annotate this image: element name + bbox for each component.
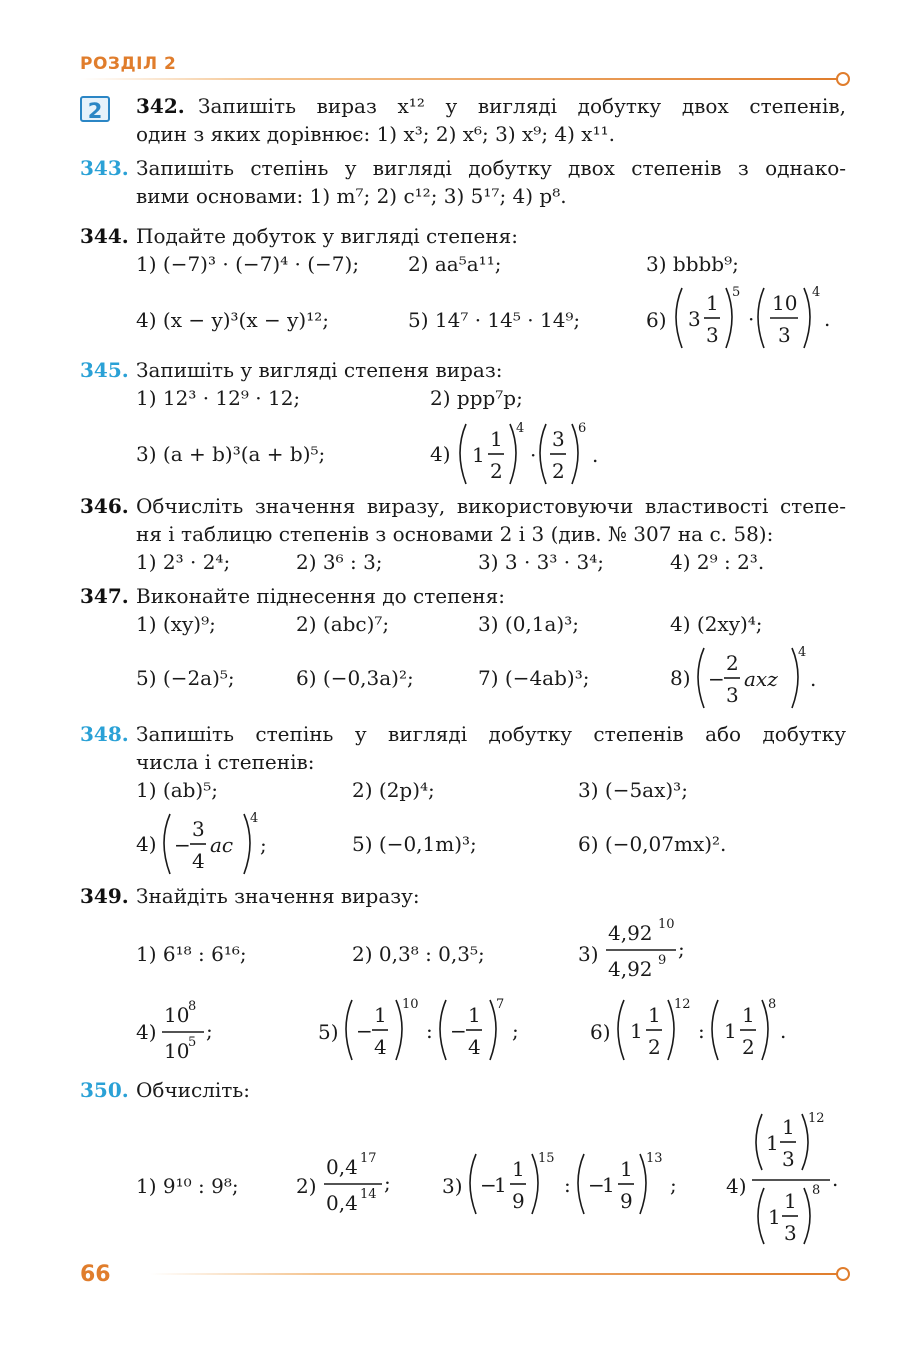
rule-end-circle xyxy=(836,72,850,86)
exercise-347-item-7: 7) (−4ab)³; xyxy=(478,666,590,690)
fraction-numerator: 1 xyxy=(468,1003,481,1027)
exercise-347-title: Виконайте піднесення до степеня: xyxy=(136,584,505,608)
fraction-numerator: 3 xyxy=(192,817,205,841)
exercise-345-item-4-formula xyxy=(456,420,616,490)
paren-left xyxy=(676,288,682,348)
exponent: 7 xyxy=(496,997,505,1012)
exercise-342-line2: один з яких дорівнює: 1) x³; 2) x⁶; 3) x⁹; 4) x¹¹. xyxy=(136,122,615,146)
colon: : xyxy=(564,1173,571,1197)
exercise-350-item-1: 1) 9¹⁰ : 9⁸; xyxy=(136,1174,239,1198)
fraction-denominator: 2 xyxy=(490,459,503,483)
exercise-344-item-2: 2) aa⁵a¹¹; xyxy=(408,252,502,276)
exponent: 4 xyxy=(250,811,259,826)
fraction-numerator: 1 xyxy=(742,1003,755,1027)
exercise-348-item-6: 6) (−0,07mx)². xyxy=(578,832,727,856)
exercise-number-346: 346. xyxy=(80,494,129,518)
exercise-349-item-5-formula xyxy=(342,996,542,1066)
paren-left xyxy=(578,1154,584,1214)
paren-right xyxy=(804,288,810,348)
minus-sign: − xyxy=(174,833,191,857)
paren-left xyxy=(712,1000,718,1060)
fraction-numerator: 1 xyxy=(784,1189,797,1213)
exercise-350-item-4-label: 4) xyxy=(726,1174,747,1198)
exponent: 12 xyxy=(808,1111,825,1126)
fraction-denominator: 4 xyxy=(192,849,205,873)
whole-part: 1 xyxy=(494,1173,507,1197)
exponent: 6 xyxy=(578,421,587,436)
paren-right xyxy=(804,1188,810,1244)
fraction-denominator: 9 xyxy=(512,1189,525,1213)
exercise-350-item-2-label: 2) xyxy=(296,1174,317,1198)
exercise-349-title: Знайдіть значення виразу: xyxy=(136,884,420,908)
numerator-base: 10 xyxy=(164,1003,190,1027)
whole-part: 1 xyxy=(768,1205,781,1229)
denominator-base: 10 xyxy=(164,1039,190,1063)
numerator-base: 4,92 xyxy=(608,921,653,945)
exercise-347-item-3: 3) (0,1a)³; xyxy=(478,612,579,636)
exercise-number-350: 350. xyxy=(80,1078,129,1102)
numerator-exponent: 10 xyxy=(658,917,675,932)
page-number: 66 xyxy=(80,1262,111,1287)
exercise-348-item-4-label: 4) xyxy=(136,832,157,856)
exercise-348-item-5: 5) (−0,1m)³; xyxy=(352,832,477,856)
paren-left xyxy=(756,1114,762,1170)
fraction-denominator: 3 xyxy=(778,323,791,347)
fraction-numerator: 1 xyxy=(620,1157,633,1181)
semicolon: ; xyxy=(384,1171,391,1195)
period: . xyxy=(810,667,817,691)
whole-part: 1 xyxy=(602,1173,615,1197)
exercise-350-item-4-formula xyxy=(750,1108,850,1258)
exercise-349-item-1: 1) 6¹⁸ : 6¹⁶; xyxy=(136,942,247,966)
exercise-350-title: Обчисліть: xyxy=(136,1078,250,1102)
exponent: 8 xyxy=(768,997,777,1012)
denominator-exponent: 9 xyxy=(658,953,667,968)
denominator-exponent: 5 xyxy=(188,1035,197,1050)
exercise-346-item-4: 4) 2⁹ : 2³. xyxy=(670,550,765,574)
colon: : xyxy=(698,1019,705,1043)
fraction-numerator: 1 xyxy=(782,1115,795,1139)
fraction-denominator: 4 xyxy=(374,1035,387,1059)
fraction-denominator: 3 xyxy=(706,323,719,347)
period: . xyxy=(824,307,831,331)
exercise-346-line2: ня і таблицю степенів з основами 2 і 3 (див. № 307 на с. 58): xyxy=(136,522,774,546)
fraction-numerator: 1 xyxy=(706,291,719,315)
exercise-347-item-8-label: 8) xyxy=(670,666,691,690)
exercise-344-title: Подайте добуток у вигляді степеня: xyxy=(136,224,518,248)
fraction-denominator: 2 xyxy=(648,1035,661,1059)
fraction-numerator: 2 xyxy=(726,651,739,675)
exponent: 4 xyxy=(798,645,807,660)
fraction-denominator: 2 xyxy=(552,459,565,483)
paren-left xyxy=(758,288,764,348)
exercise-number-349: 349. xyxy=(80,884,129,908)
exercise-344-item-4: 4) (x − y)³(x − y)¹²; xyxy=(136,308,329,332)
variables: ac xyxy=(210,833,234,857)
exercise-number-348: 348. xyxy=(80,722,129,746)
exercise-344-item-5: 5) 14⁷ · 14⁵ · 14⁹; xyxy=(408,308,581,332)
exercise-346-line1: Обчисліть значення виразу, використовуючи властивості степе- xyxy=(136,494,846,518)
exercise-number-347: 347. xyxy=(80,584,129,608)
denominator-base: 4,92 xyxy=(608,957,653,981)
exercise-348-item-3: 3) (−5ax)³; xyxy=(578,778,688,802)
exercise-346-item-1: 1) 2³ · 2⁴; xyxy=(136,550,231,574)
paren-left xyxy=(698,648,704,708)
minus-sign: − xyxy=(708,667,725,691)
period: . xyxy=(592,443,599,467)
footer-rule xyxy=(150,1273,838,1275)
colon: : xyxy=(426,1019,433,1043)
exercise-347-item-2: 2) (abc)⁷; xyxy=(296,612,390,636)
fraction-numerator: 1 xyxy=(648,1003,661,1027)
whole-part: 1 xyxy=(766,1131,779,1155)
paren-left xyxy=(164,814,170,874)
exercise-349-item-3-label: 3) xyxy=(578,942,599,966)
exponent: 13 xyxy=(646,1151,663,1166)
exercise-348-line1: Запишіть степінь у вигляді добутку степенів або добутку xyxy=(136,722,846,746)
whole-part: 3 xyxy=(688,307,701,331)
rule-end-circle xyxy=(836,1267,850,1281)
fraction-numerator: 10 xyxy=(772,291,798,315)
variables: axz xyxy=(744,667,778,691)
semicolon: ; xyxy=(206,1019,213,1043)
exercise-348-line2: числа і степенів: xyxy=(136,750,315,774)
exercise-345-item-1: 1) 12³ · 12⁹ · 12; xyxy=(136,386,301,410)
fraction-denominator: 2 xyxy=(742,1035,755,1059)
exercise-348-item-2: 2) (2p)⁴; xyxy=(352,778,435,802)
minus-sign: − xyxy=(480,1173,497,1197)
exercise-350-item-3-label: 3) xyxy=(442,1174,463,1198)
level-badge: 2 xyxy=(80,96,110,122)
whole-part: 1 xyxy=(724,1019,737,1043)
multiply-dot: · xyxy=(530,443,537,467)
numerator-exponent: 17 xyxy=(360,1151,377,1166)
exercise-349-item-4-label: 4) xyxy=(136,1020,157,1044)
exercise-350-item-2-formula xyxy=(322,1148,412,1218)
exercise-number-342: 342. xyxy=(136,94,185,118)
semicolon: ; xyxy=(260,833,267,857)
exercise-344-item-1: 1) (−7)³ · (−7)⁴ · (−7); xyxy=(136,252,360,276)
exercise-344-item-3: 3) bbbb⁹; xyxy=(646,252,739,276)
exercise-349-item-6-formula xyxy=(614,996,804,1066)
exercise-number-345: 345. xyxy=(80,358,129,382)
exponent: 15 xyxy=(538,1151,555,1166)
whole-part: 1 xyxy=(630,1019,643,1043)
exercise-347-item-4: 4) (2xy)⁴; xyxy=(670,612,763,636)
semicolon: ; xyxy=(678,937,685,961)
period: . xyxy=(832,1167,839,1191)
exercise-346-item-2: 2) 3⁶ : 3; xyxy=(296,550,383,574)
paren-left xyxy=(346,1000,352,1060)
exponent: 12 xyxy=(674,997,691,1012)
exercise-349-item-4-formula xyxy=(160,996,230,1066)
paren-left xyxy=(460,424,466,484)
header-rule xyxy=(80,78,838,80)
exercise-346-item-3: 3) 3 · 3³ · 3⁴; xyxy=(478,550,604,574)
denominator-base: 0,4 xyxy=(326,1191,358,1215)
exercise-345-item-2: 2) ppp⁷p; xyxy=(430,386,523,410)
exercise-344-item-6-formula xyxy=(672,284,842,354)
multiply-dot: · xyxy=(748,307,755,331)
exercise-345-item-4-label: 4) xyxy=(430,442,451,466)
exercise-350-item-3-formula xyxy=(466,1150,696,1220)
fraction-numerator: 3 xyxy=(552,427,565,451)
exponent: 5 xyxy=(732,285,741,300)
exponent: 10 xyxy=(402,997,419,1012)
minus-sign: − xyxy=(356,1019,373,1043)
exponent: 4 xyxy=(812,285,821,300)
exponent: 8 xyxy=(812,1183,821,1198)
exercise-number-344: 344. xyxy=(80,224,129,248)
exercise-347-item-5: 5) (−2a)⁵; xyxy=(136,666,235,690)
paren-left xyxy=(618,1000,624,1060)
exercise-349-item-2: 2) 0,3⁸ : 0,3⁵; xyxy=(352,942,485,966)
fraction-denominator: 3 xyxy=(726,683,739,707)
minus-sign: − xyxy=(588,1173,605,1197)
section-header: РОЗДІЛ 2 xyxy=(80,54,177,74)
exercise-343-line2: вими основами: 1) m⁷; 2) c¹²; 3) 5¹⁷; 4) p⁸. xyxy=(136,184,567,208)
paren-left xyxy=(540,424,546,484)
semicolon: ; xyxy=(512,1019,519,1043)
exercise-348-item-1: 1) (ab)⁵; xyxy=(136,778,218,802)
denominator-exponent: 14 xyxy=(360,1187,377,1202)
fraction-numerator: 1 xyxy=(374,1003,387,1027)
minus-sign: − xyxy=(450,1019,467,1043)
fraction-denominator: 3 xyxy=(784,1221,797,1245)
exercise-342-line1: Запишіть вираз x¹² у вигляді добутку двох степенів, xyxy=(198,94,846,118)
exercise-343-line1: Запишіть степінь у вигляді добутку двох степенів з однако- xyxy=(136,156,846,180)
exercise-344-item-6-label: 6) xyxy=(646,308,667,332)
whole-part: 1 xyxy=(472,443,485,467)
exponent: 4 xyxy=(516,421,525,436)
numerator-base: 0,4 xyxy=(326,1155,358,1179)
exercise-349-item-6-label: 6) xyxy=(590,1020,611,1044)
exercise-347-item-1: 1) (xy)⁹; xyxy=(136,612,216,636)
paren-left xyxy=(470,1154,476,1214)
fraction-denominator: 4 xyxy=(468,1035,481,1059)
exercise-347-item-8-formula xyxy=(694,644,834,714)
numerator-exponent: 8 xyxy=(188,999,197,1014)
exercise-349-item-3-formula xyxy=(604,914,704,984)
exercise-345-title: Запишіть у вигляді степеня вираз: xyxy=(136,358,503,382)
period: . xyxy=(780,1019,787,1043)
fraction-denominator: 9 xyxy=(620,1189,633,1213)
exercise-347-item-6: 6) (−0,3a)²; xyxy=(296,666,414,690)
fraction-numerator: 1 xyxy=(512,1157,525,1181)
fraction-numerator: 1 xyxy=(490,427,503,451)
exercise-349-item-5-label: 5) xyxy=(318,1020,339,1044)
exercise-number-343: 343. xyxy=(80,156,129,180)
exercise-345-item-3: 3) (a + b)³(a + b)⁵; xyxy=(136,442,326,466)
semicolon: ; xyxy=(670,1173,677,1197)
exercise-348-item-4-formula xyxy=(160,810,290,880)
paren-left xyxy=(440,1000,446,1060)
fraction-denominator: 3 xyxy=(782,1147,795,1171)
paren-left xyxy=(758,1188,764,1244)
